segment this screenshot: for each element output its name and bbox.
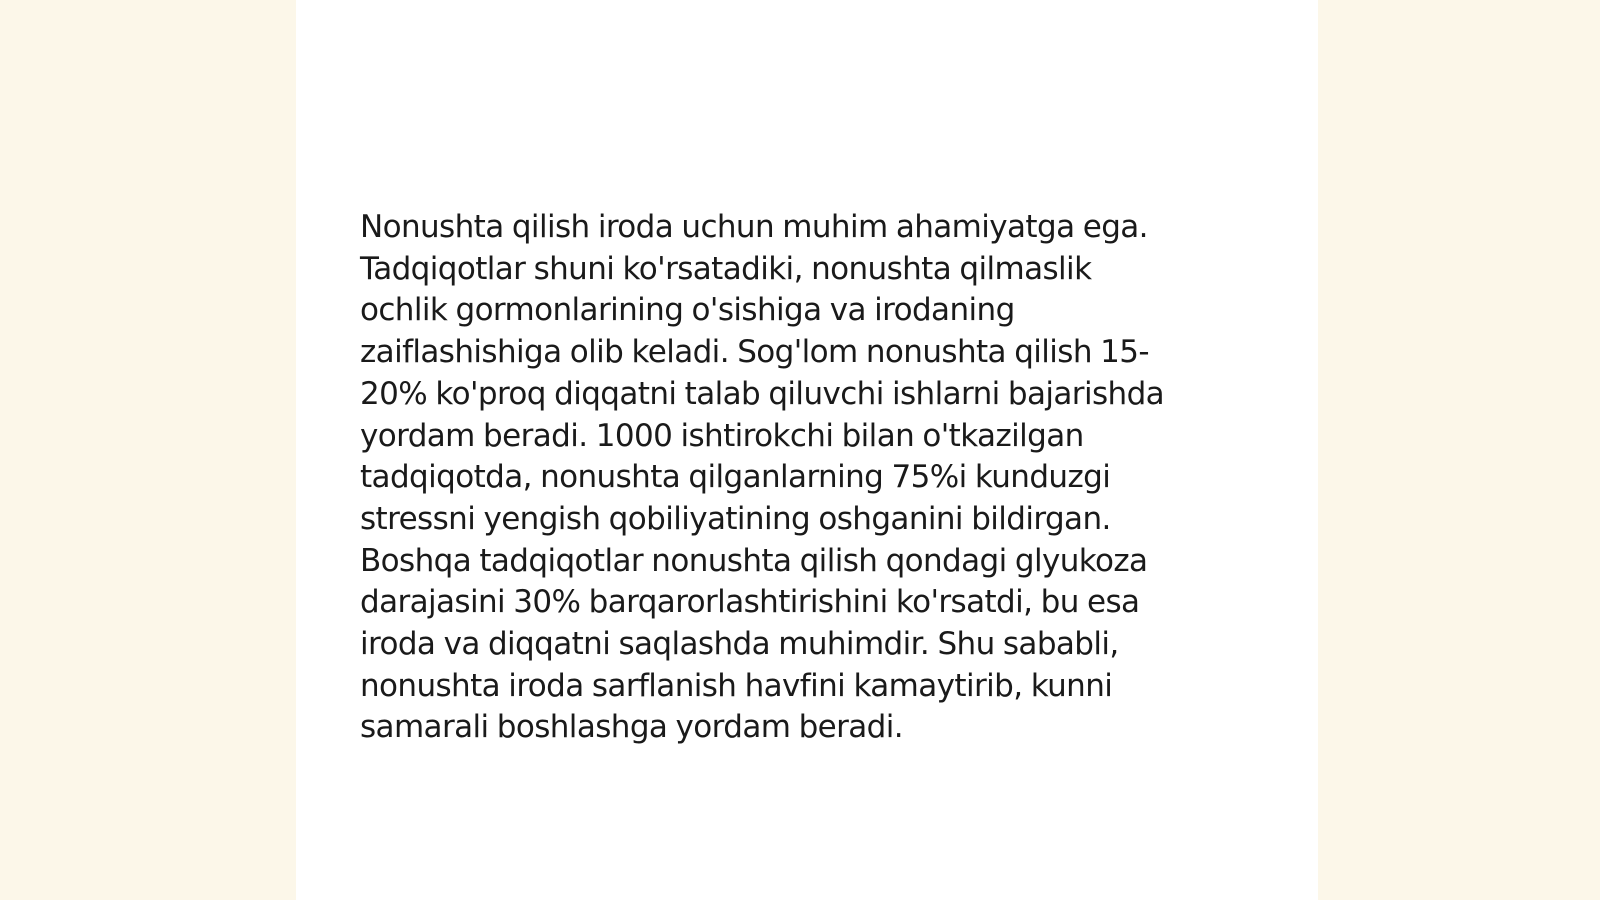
document-page bbox=[296, 0, 1318, 900]
paragraph-line: yordam beradi. 1000 ishtirokchi bilan o'tkazilgan bbox=[360, 417, 1084, 454]
paragraph-line: ochlik gormonlarining o'sishiga va irodaning bbox=[360, 292, 1015, 329]
body-paragraph bbox=[360, 207, 1260, 749]
paragraph-line: Tadqiqotlar shuni ko'rsatadiki, nonushta qilmaslik bbox=[360, 250, 1092, 287]
paragraph-line: nonushta iroda sarflanish havfini kamaytirib, kunni bbox=[360, 667, 1113, 704]
paragraph-line: stressni yengish qobiliyatining oshganini bildirgan. bbox=[360, 500, 1111, 537]
paragraph-line: Boshqa tadqiqotlar nonushta qilish qondagi glyukoza bbox=[360, 542, 1148, 579]
paragraph-line: iroda va diqqatni saqlashda muhimdir. Shu sababli, bbox=[360, 626, 1119, 663]
paragraph-line: zaiflashishiga olib keladi. Sog'lom nonushta qilish 15- bbox=[360, 334, 1149, 371]
paragraph-line: darajasini 30% barqarorlashtirishini ko'rsatdi, bu esa bbox=[360, 584, 1140, 621]
paragraph-line: tadqiqotda, nonushta qilganlarning 75%i kunduzgi bbox=[360, 459, 1111, 496]
paragraph-line: 20% ko'proq diqqatni talab qiluvchi ishlarni bajarishda bbox=[360, 375, 1165, 412]
paragraph-line: Nonushta qilish iroda uchun muhim ahamiyatga ega. bbox=[360, 209, 1148, 245]
paragraph-line: samarali boshlashga yordam beradi. bbox=[360, 709, 904, 746]
